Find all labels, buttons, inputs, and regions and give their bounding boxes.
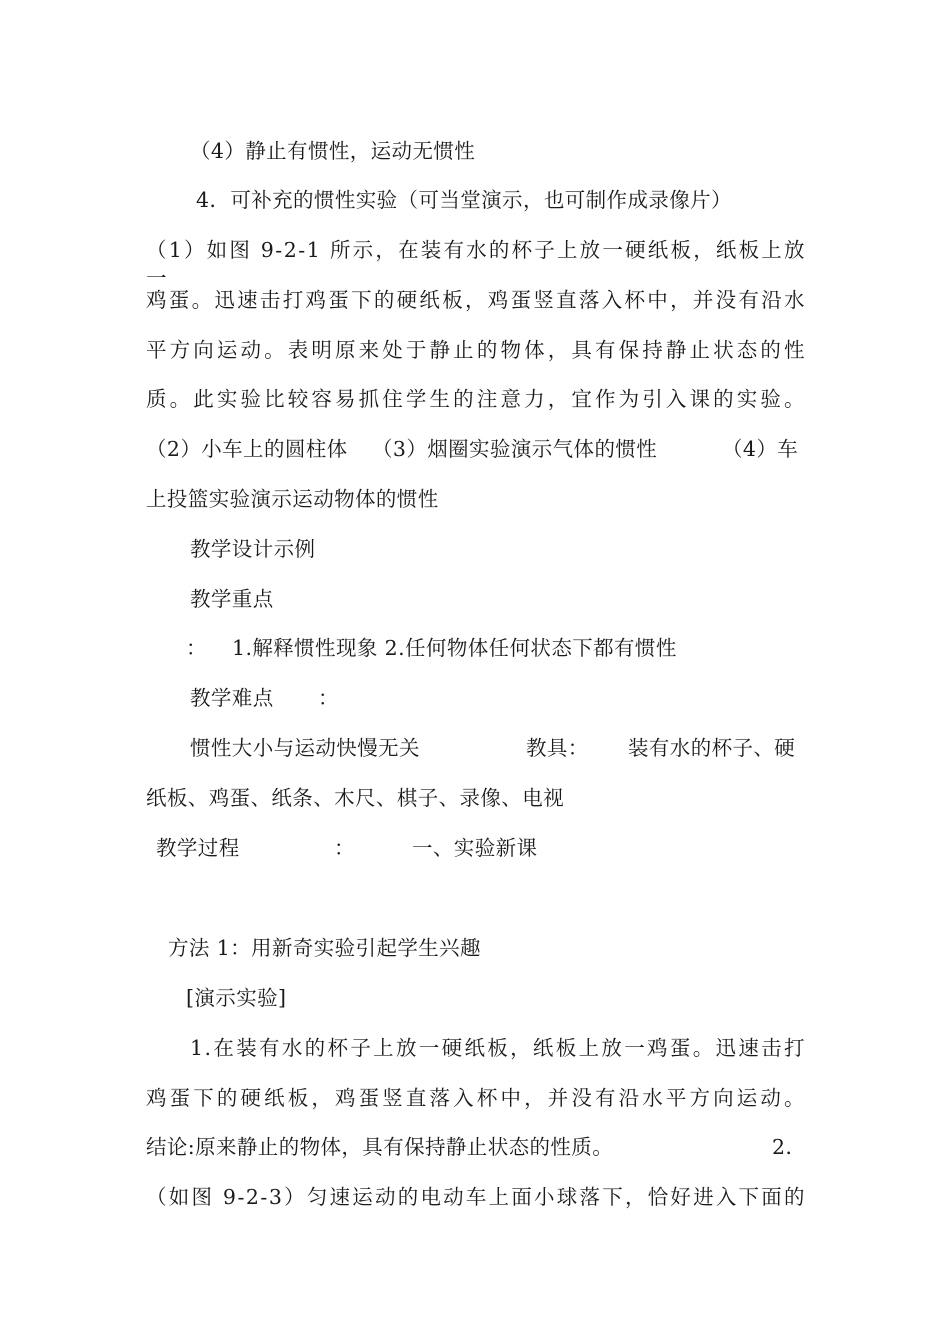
paragraph-line: 鸡蛋。迅速击打鸡蛋下的硬纸板，鸡蛋竖直落入杯中，并没有沿水 — [146, 288, 806, 312]
colon-separator: ： — [334, 836, 355, 860]
teaching-tools-text: 装有水的杯子、硬 — [628, 736, 796, 760]
list-item-static-inertia: （4）静止有惯性，运动无惯性 — [190, 139, 476, 163]
section-title-new-lesson: 一、实验新课 — [412, 836, 538, 860]
label-teaching-process: 教学过程 — [156, 836, 240, 860]
section-title-teaching-design: 教学设计示例 — [190, 537, 316, 561]
paragraph-line: 平方向运动。表明原来处于静止的物体，具有保持静止状态的性 — [146, 338, 806, 362]
demo-experiment-label: [演示实验] — [186, 986, 287, 1010]
colon-separator: ： — [318, 686, 339, 710]
paragraph-line: 质。此实验比较容易抓住学生的注意力，宜作为引入课的实验。 — [146, 387, 806, 411]
experiment-item-4: （4）车 — [722, 437, 799, 461]
paragraph-line: （1）如图 9-2-1 所示，在装有水的杯子上放一硬纸板，纸板上放一 — [146, 238, 806, 290]
conclusion-text: 结论:原来静止的物体，具有保持静止状态的性质。 — [146, 1135, 614, 1159]
difficulty-text: 惯性大小与运动快慢无关 — [190, 736, 420, 760]
label-teaching-tools: 教具： — [526, 736, 589, 760]
method-heading: 方法 1：用新奇实验引起学生兴趣 — [168, 936, 481, 960]
paragraph-line: （如图 9-2-3）匀速运动的电动车上面小球落下，恰好进入下面的 — [146, 1185, 806, 1209]
list-number-2: 2． — [772, 1135, 807, 1159]
section-heading-extra-experiments: 4．可补充的惯性实验（可当堂演示，也可制作成录像片） — [196, 188, 732, 212]
paragraph-line: 纸板、鸡蛋、纸条、木尺、棋子、录像、电视 — [146, 786, 564, 810]
paragraph-line: 上投篮实验演示运动物体的惯性 — [146, 487, 439, 511]
paragraph-line: 鸡蛋下的硬纸板，鸡蛋竖直落入杯中，并没有沿水平方向运动。 — [146, 1086, 806, 1110]
key-points-text: 1.解释惯性现象 2.任何物体任何状态下都有惯性 — [232, 636, 677, 660]
experiment-item-3: （3）烟圈实验演示气体的惯性 — [372, 437, 658, 461]
experiment-item-2: （2）小车上的圆柱体 — [146, 437, 348, 461]
label-key-points: 教学重点 — [190, 587, 274, 611]
paragraph-line: 1.在装有水的杯子上放一硬纸板，纸板上放一鸡蛋。迅速击打 — [190, 1036, 806, 1060]
colon-separator: ： — [186, 636, 207, 660]
label-difficulties: 教学难点 — [190, 686, 274, 710]
